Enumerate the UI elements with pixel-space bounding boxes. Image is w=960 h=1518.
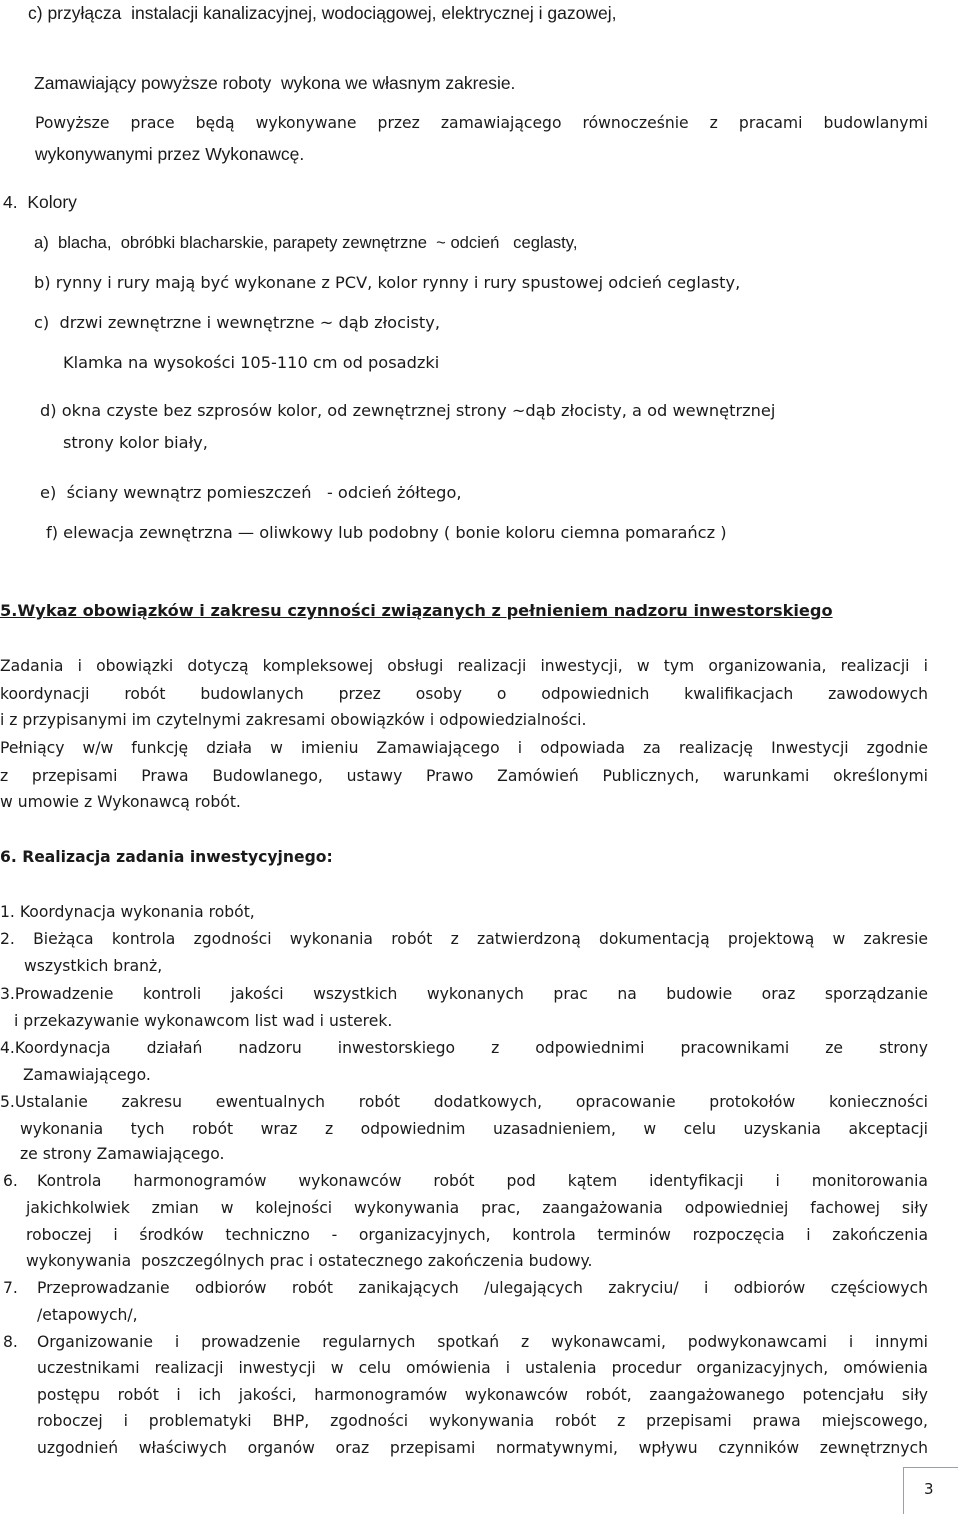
color-item-a: a) blacha, obróbki blacharskie, parapety zewnętrzne ~ odcień ceglasty, xyxy=(34,233,578,252)
color-item-c: c) drzwi zewnętrzne i wewnętrzne ~ dąb złocisty, xyxy=(34,313,440,332)
task-8-line-5: uzgodnień właściwych organów oraz przepisami normatywnymi, wpływu czynników zewnętrznych xyxy=(37,1439,928,1457)
color-item-d-line-2: strony kolor biały, xyxy=(63,433,208,452)
task-8-line-4: roboczej i problematyki BHP, zgodności wykonywania robót z przepisami prawa miejscowego, xyxy=(37,1412,928,1430)
task-6-line-3: roboczej i środków techniczno - organizacyjnych, kontrola terminów rozpoczęcia i zakończenia xyxy=(26,1226,928,1244)
task-3-line-2: i przekazywanie wykonawcom list wad i usterek. xyxy=(14,1012,393,1030)
section-5-heading: 5.Wykaz obowiązków i zakresu czynności związanych z pełnieniem nadzoru inwestorskiego xyxy=(0,601,833,620)
section-5-para-2-line-2: z przepisami Prawa Budowlanego, ustawy Prawo Zamówień Publicznych, warunkami określonymi xyxy=(0,767,928,785)
color-item-e: e) ściany wewnątrz pomieszczeń - odcień żółtego, xyxy=(40,483,462,502)
task-6-line-4: wykonywania poszczególnych prac i ostatecznego zakończenia budowy. xyxy=(26,1252,593,1270)
door-handle-note: Klamka na wysokości 105-110 cm od posadzki xyxy=(63,353,440,372)
task-6-line-1: Kontrola harmonogramów wykonawców robót pod kątem identyfikacji i monitorowania xyxy=(37,1172,928,1190)
task-5-line-1: 5.Ustalanie zakresu ewentualnych robót dodatkowych, opracowanie protokołów konieczności xyxy=(0,1093,928,1111)
task-8-line-2: uczestnikami realizacji inwestycji w celu omówienia i ustalenia procedur organizacyjnych, omówienia xyxy=(37,1359,928,1377)
section-5-para-1-line-2: koordynacji robót budowlanych przez osoby o odpowiednich kwalifikacjach zawodowych xyxy=(0,685,928,703)
task-3-line-1: 3.Prowadzenie kontroli jakości wszystkich wykonanych prac na budowie oraz sporządzanie xyxy=(0,985,928,1003)
works-line-1: Powyższe prace będą wykonywane przez zamawiającego równocześnie z pracami budowlanymi xyxy=(35,114,928,132)
task-8-line-3: postępu robót i ich jakości, harmonogramów wykonawców robót, zaangażowanego potencjału siły xyxy=(37,1386,928,1404)
color-item-b: b) rynny i rury mają być wykonane z PCV, kolor rynny i rury spustowej odcień ceglasty, xyxy=(34,273,741,292)
section-5-para-1-line-1: Zadania i obowiązki dotyczą kompleksowej obsługi realizacji inwestycji, w tym organizowania, realizacji i xyxy=(0,657,928,675)
task-5-line-3: ze strony Zamawiającego. xyxy=(20,1145,225,1163)
works-line-2: wykonywanymi przez Wykonawcę. xyxy=(35,144,305,164)
color-item-d-line-1: d) okna czyste bez szprosów kolor, od zewnętrznej strony ~dąb złocisty, a od wewnętrznej xyxy=(40,401,776,420)
task-4-line-1: 4.Koordynacja działań nadzoru inwestorskiego z odpowiednimi pracownikami ze strony xyxy=(0,1039,928,1057)
task-1: 1. Koordynacja wykonania robót, xyxy=(0,903,255,921)
section-4-heading: 4. Kolory xyxy=(3,192,77,212)
task-7-line-1: Przeprowadzanie odbiorów robót zanikających /ulegających zakryciu/ i odbiorów częściowych xyxy=(37,1279,928,1297)
task-6-line-2: jakichkolwiek zmian w kolejności wykonywania prac, zaangażowania odpowiedniej fachowej siły xyxy=(26,1199,928,1217)
task-8-line-1: Organizowanie i prowadzenie regularnych spotkań z wykonawcami, podwykonawcami i innymi xyxy=(37,1333,928,1351)
task-2-line-1: 2. Bieżąca kontrola zgodności wykonania robót z zatwierdzoną dokumentacją projektową w zakresie xyxy=(0,930,928,948)
task-7-line-2: /etapowych/, xyxy=(37,1306,138,1324)
section-5-para-2-line-1: Pełniący w/w funkcję działa w imieniu Zamawiającego i odpowiada za realizację Inwestycji zgodnie xyxy=(0,739,928,757)
color-item-f: f) elewacja zewnętrzna — oliwkowy lub podobny ( bonie koloru ciemna pomarańcz ) xyxy=(46,523,727,542)
task-2-line-2: wszystkich branż, xyxy=(24,957,163,975)
task-6-number: 6. xyxy=(3,1172,18,1190)
condition-c-line: c) przyłącza instalacji kanalizacyjnej, wodociągowej, elektrycznej i gazowej, xyxy=(28,3,617,23)
section-5-para-1-line-3: i z przypisanymi im czytelnymi zakresami obowiązków i odpowiedzialności. xyxy=(0,711,587,729)
ordering-party-note: Zamawiający powyższe roboty wykona we własnym zakresie. xyxy=(34,73,516,93)
section-6-heading: 6. Realizacja zadania inwestycyjnego: xyxy=(0,848,333,866)
task-5-line-2: wykonania tych robót wraz z odpowiednim uzasadnieniem, w celu uzyskania akceptacji xyxy=(20,1120,928,1138)
task-4-line-2: Zamawiającego. xyxy=(23,1066,151,1084)
task-8-number: 8. xyxy=(3,1333,18,1351)
page-number: 3 xyxy=(924,1480,934,1498)
task-7-number: 7. xyxy=(3,1279,18,1297)
section-5-para-2-line-3: w umowie z Wykonawcą robót. xyxy=(0,793,241,811)
